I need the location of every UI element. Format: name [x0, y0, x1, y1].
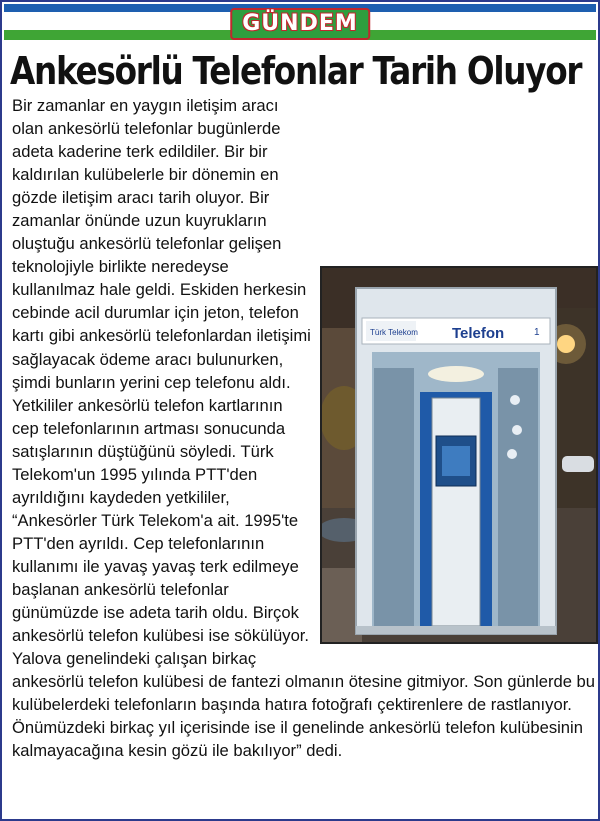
article-body — [12, 94, 598, 762]
section-header-band — [4, 4, 596, 38]
section-label: GÜNDEM — [230, 8, 370, 40]
booth-number-text: 1 — [534, 327, 540, 338]
booth-brand-text: Türk Telekom — [370, 328, 418, 337]
phone-booth-photo — [320, 266, 598, 644]
article-headline: Ankesörlü Telefonlar Tarih Oluyor — [10, 49, 582, 93]
article-body-text: Bir zamanlar en yaygın iletişim aracı olan ankesörlü telefonlar bugünlerde adeta kaderine terk edildiler. Bir bir kaldırılan kulübelerle bir dönemin en gözde iletişim aracı tarih oluyor. Bir zamanlar önünde uzun kuyrukların oluştuğu ankesörlü telefonlar gelişen teknolojiyle birlikte neredeyse kullanılmaz hale geldi. Eskiden herkesin cebinde acil durumlar için jeton, telefon kartı gibi ankesörlü telefonlardan iletişimi sağlayacak ödeme aracı bulunurken, şimdi bunların yerini cep telefonu aldı. Yetkililer ankesörlü telefon kartlarının cep telefonlarının artması sonucunda satışlarının düştüğünü söyledi. Türk Telekom'un 1995 yılında PTT'den ayrıldığını kaydeden yetkililer, “Ankesörler Türk Telekom'a ait. 1995'te PTT'den ayrıldı. Cep telefonlarının kullanımı ile yavaş yavaş terk edilmeye başlanan ankesörlü telefonlar günümüzde ise adeta tarih oldu. Birçok ankesörlü telefon kulübesi ise sökülüyor. Yalova genelindeki çalışan birkaç ankesörlü telefon kulübesi de fantezi olmanın ötesine gitmiyor. Son günlerde bu kulübelerdeki telefonların başında hatıra fotoğrafı çektirenlere de rastlanıyor. Önümüzdeki birkaç yıl içerisinde ise il genelinde ankesörlü telefon kulübesinin kalmayacağına kesin gözü ile bakılıyor” dedi. — [12, 96, 595, 761]
booth-sign-text: Telefon — [452, 325, 505, 342]
